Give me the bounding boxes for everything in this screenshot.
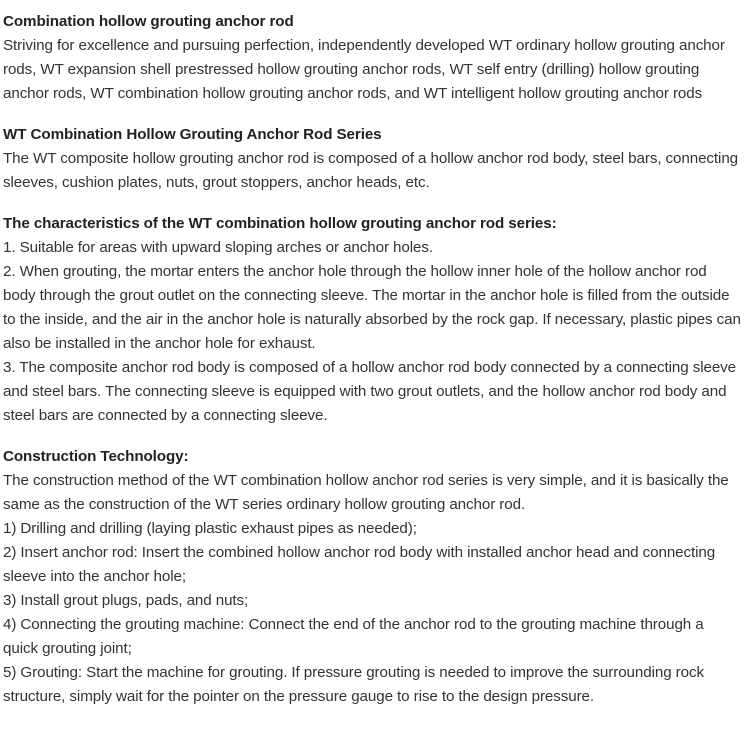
list-item: 5) Grouting: Start the machine for grouting. If pressure grouting is needed to improve the surrounding rock structure, simply wait for the pointer on the pressure gauge to rise to the design pressure. xyxy=(3,664,704,705)
section-heading: Combination hollow grouting anchor rod xyxy=(3,13,294,30)
section-paragraph: Striving for excellence and pursuing perfection, independently developed WT ordinary hollow grouting anchor rods, WT expansion shell prestressed hollow grouting anchor rods, WT self entry (drilling) hollow grouting anchor rods, WT combination hollow grouting anchor rods, and WT intelligent hollow grouting anchor rods xyxy=(3,37,725,102)
list-item: 4) Connecting the grouting machine: Connect the end of the anchor rod to the grouting machine through a quick grouting joint; xyxy=(3,616,704,657)
section-series xyxy=(3,123,742,195)
list-item: 3) Install grout plugs, pads, and nuts; xyxy=(3,592,249,609)
section-heading: The characteristics of the WT combination hollow grouting anchor rod series: xyxy=(3,215,557,232)
section-intro-paragraph: The construction method of the WT combination hollow anchor rod series is very simple, and it is basically the same as the construction of the WT series ordinary hollow grouting anchor rod. xyxy=(3,472,729,513)
section-heading: Construction Technology: xyxy=(3,448,189,465)
section-heading: WT Combination Hollow Grouting Anchor Rod Series xyxy=(3,126,382,143)
section-paragraph: The WT composite hollow grouting anchor rod is composed of a hollow anchor rod body, steel bars, connecting sleeves, cushion plates, nuts, grout stoppers, anchor heads, etc. xyxy=(3,150,739,191)
section-intro xyxy=(3,10,742,106)
section-construction xyxy=(3,445,742,709)
list-item: 2) Insert anchor rod: Insert the combined hollow anchor rod body with installed anchor head and connecting sleeve into the anchor hole; xyxy=(3,544,716,585)
list-item: 1. Suitable for areas with upward sloping arches or anchor holes. xyxy=(3,239,433,256)
list-item: 1) Drilling and drilling (laying plastic exhaust pipes as needed); xyxy=(3,520,417,537)
list-item: 3. The composite anchor rod body is composed of a hollow anchor rod body connected by a connecting sleeve and steel bars. The connecting sleeve is equipped with two grout outlets, and the hollow anchor rod body and steel bars are connected by a connecting sleeve. xyxy=(3,359,737,424)
list-item: 2. When grouting, the mortar enters the anchor hole through the hollow inner hole of the hollow anchor rod body through the grout outlet on the connecting sleeve. The mortar in the anchor hole is filled from the outside to the inside, and the air in the anchor hole is naturally absorbed by the rock gap. If necessary, plastic pipes can also be installed in the anchor hole for exhaust. xyxy=(3,263,741,352)
section-characteristics xyxy=(3,212,742,428)
